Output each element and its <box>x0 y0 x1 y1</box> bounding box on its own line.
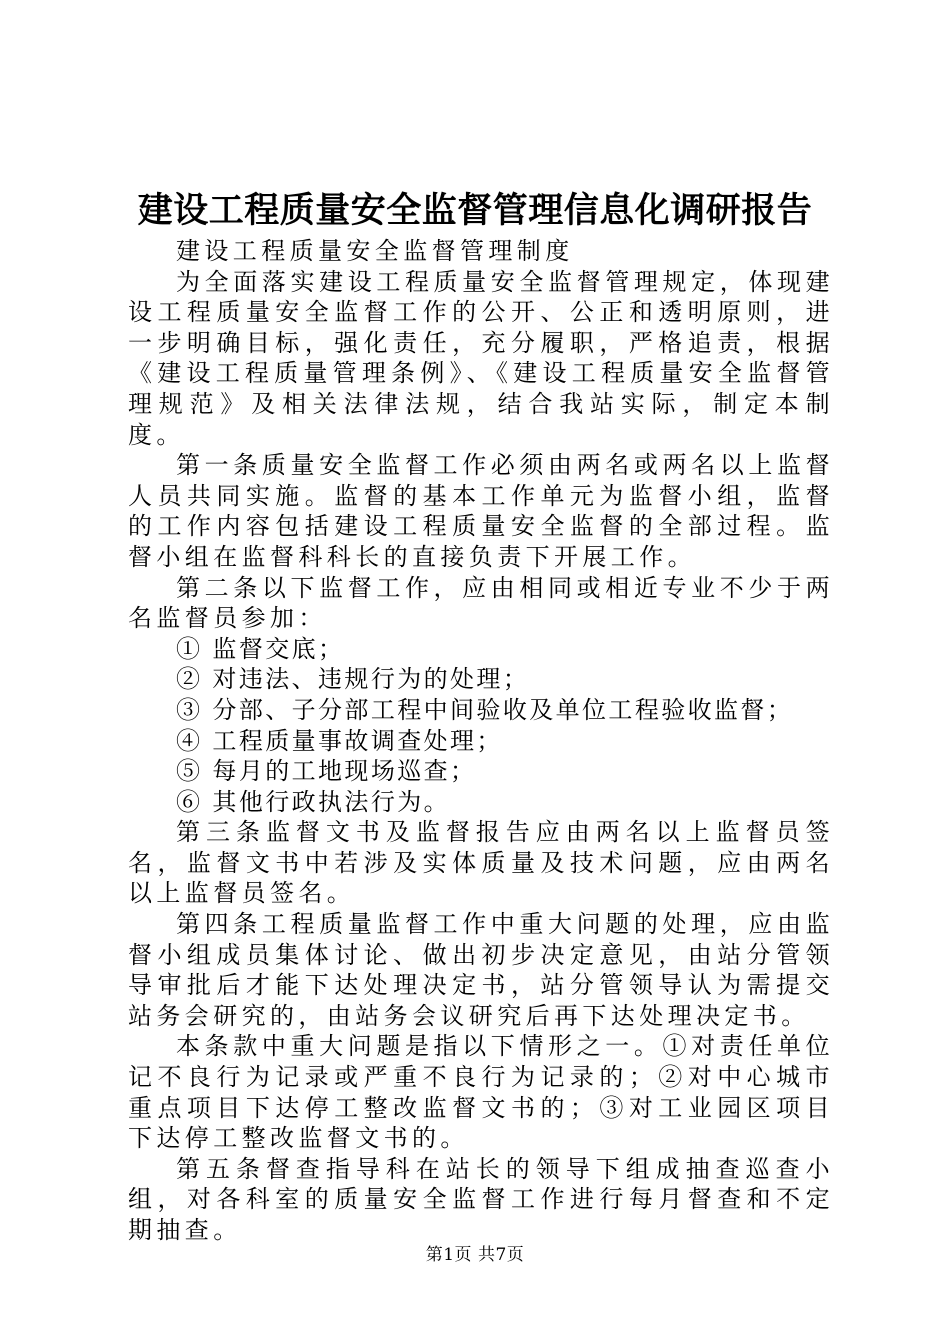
paragraph-article-5: 第五条督查指导科在站长的领导下组成抽查巡查小组，对各科室的质量安全监督工作进行每月督查和不定期抽查。 <box>128 1154 834 1244</box>
list-item: ④ 工程质量事故调查处理； <box>176 726 503 755</box>
paragraph-article-4: 第四条工程质量监督工作中重大问题的处理，应由监督小组成员集体讨论、做出初步决定意见，由站分管领导审批后才能下达处理决定书，站分管领导认为需提交站务会研究的，由站务会议研究后再下达处理决定书。 <box>128 910 834 1030</box>
paragraph-article-4-note: 本条款中重大问题是指以下情形之一。①对责任单位记不良行为记录或严重不良行为记录的；②对中心城市重点项目下达停工整改监督文书的；③对工业园区项目下达停工整改监督文书的。 <box>128 1032 834 1153</box>
list-item: ③ 分部、子分部工程中间验收及单位工程验收监督； <box>176 695 794 724</box>
paragraph-subtitle: 建设工程质量安全监督管理制度 <box>176 237 574 265</box>
paragraph-article-1: 第一条质量安全监督工作必须由两名或两名以上监督人员共同实施。监督的基本工作单元为监督小组，监督的工作内容包括建设工程质量安全监督的全部过程。监督小组在监督科科长的直接负责下开展工作。 <box>128 451 834 571</box>
document-body <box>128 236 834 1246</box>
list-item: ① 监督交底； <box>176 634 345 663</box>
list-item: ⑤ 每月的工地现场巡查； <box>176 757 477 786</box>
document-title: 建设工程质量安全监督管理信息化调研报告 <box>137 191 813 231</box>
paragraph-article-2: 第二条以下监督工作，应由相同或相近专业不少于两名监督员参加： <box>128 573 834 633</box>
list-item: ② 对违法、违规行为的处理； <box>176 665 530 694</box>
page-footer: 第1页 共7页 <box>425 1245 525 1265</box>
paragraph-article-3: 第三条监督文书及监督报告应由两名以上监督员签名，监督文书中若涉及实体质量及技术问题，应由两名以上监督员签名。 <box>128 818 834 908</box>
paragraph-intro: 为全面落实建设工程质量安全监督管理规定，体现建设工程质量安全监督工作的公开、公正和透明原则，进一步明确目标，强化责任，充分履职，严格追责，根据《建设工程质量管理条例》、《建设工程质量安全监督管理规范》及相关法律法规，结合我站实际，制定本制度。 <box>128 267 834 449</box>
list-item: ⑥ 其他行政执法行为。 <box>176 787 451 816</box>
